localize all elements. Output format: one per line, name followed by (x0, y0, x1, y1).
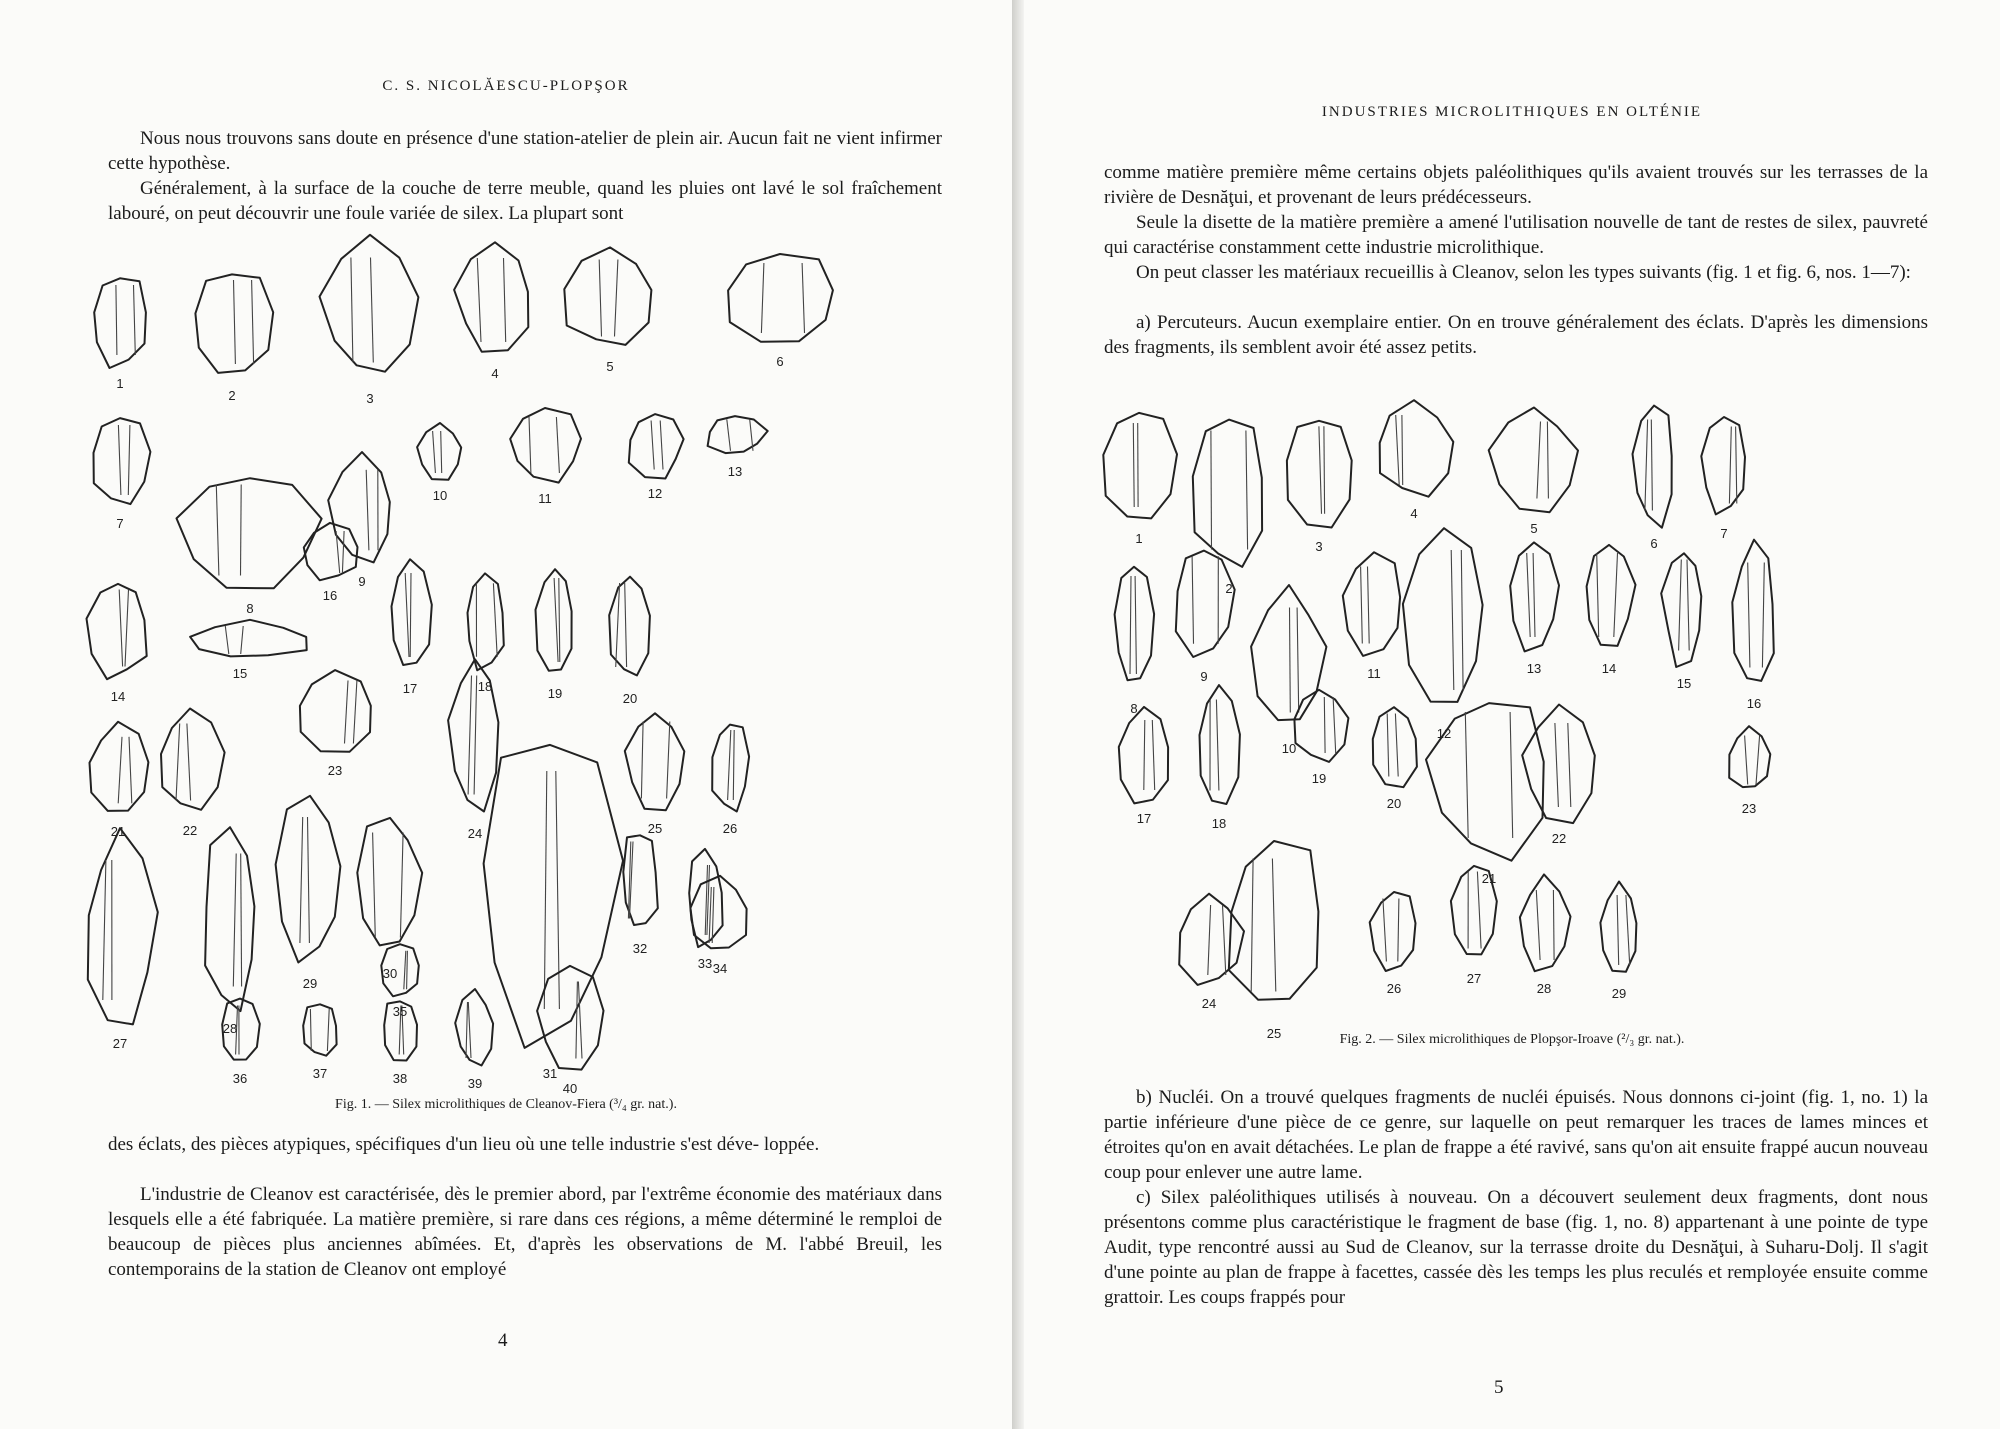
flint-drawing (205, 827, 254, 1011)
flint-ridge-line (576, 982, 578, 1059)
flint-drawing (177, 478, 322, 588)
flint-ridge-line (1361, 567, 1363, 644)
flint-ridge-line (1246, 431, 1248, 550)
flint-ridge-line (493, 583, 497, 657)
flint-ridge-line (1537, 422, 1541, 499)
paragraph-4 (1104, 310, 1928, 360)
flint-ridge-line (615, 260, 618, 337)
figure-number-label: 39 (467, 1076, 483, 1091)
running-head-left: C. S. NICOLĂESCU-PLOPŞOR (382, 78, 630, 94)
paragraph-1 (1104, 160, 1928, 210)
flint-ridge-line (1398, 899, 1399, 962)
flint-drawing (455, 989, 493, 1066)
figure-number-label: 8 (246, 601, 254, 616)
flint-ridge-line (366, 470, 369, 551)
figure-number-label: 21 (1481, 871, 1497, 886)
flint-ridge-line (1135, 576, 1136, 674)
flint-ridge-line (529, 417, 531, 473)
flint-drawing (1489, 408, 1578, 513)
figure-number-label: 29 (302, 976, 318, 991)
flint-drawing (190, 620, 307, 657)
flint-ridge-line (308, 817, 310, 943)
paragraph-5 (1104, 1085, 1928, 1185)
flint-drawing (629, 414, 684, 478)
figure-number-label: 15 (1676, 676, 1692, 691)
flint-ridge-line (625, 583, 627, 667)
flint-ridge-line (1568, 723, 1571, 807)
flint-drawing (1200, 685, 1240, 804)
figure-2-caption: Fig. 2. — Silex microlithiques de Plopşor-Iroave (²/₃ gr. nat.). (1339, 1032, 1685, 1047)
figure-number-label: 3 (366, 391, 374, 406)
figure-number-label: 19 (1311, 771, 1327, 786)
paragraph-2 (1104, 210, 1928, 260)
figure-number-label: 26 (722, 821, 738, 836)
flint-drawing (1520, 874, 1571, 971)
flint-ridge-line (733, 730, 734, 800)
figure-number-label: 27 (1466, 971, 1482, 986)
flint-ridge-line (1679, 560, 1682, 651)
flint-ridge-line (599, 260, 601, 337)
flint-ridge-line (1395, 714, 1398, 777)
flint-ridge-line (1211, 431, 1212, 550)
flint-ridge-line (1152, 720, 1154, 790)
figure-number-label: 25 (647, 821, 663, 836)
flint-ridge-line (187, 724, 191, 801)
figure-number-label: 23 (327, 763, 343, 778)
flint-ridge-line (128, 425, 130, 495)
figure-number-label: 10 (432, 488, 448, 503)
text-line: sans qu'on ait ensuite frappé aucun nouveau coup pour enlever une autre lame. (1104, 1137, 1928, 1183)
flint-drawing (94, 418, 151, 504)
flint-ridge-line (176, 724, 180, 801)
figure-number-label: 1 (1135, 531, 1143, 546)
flint-drawing (536, 569, 572, 671)
flint-ridge-line (405, 573, 409, 657)
figure-number-label: 6 (776, 354, 784, 369)
flint-ridge-line (252, 280, 254, 364)
text-line: terrasses de la rivière de Desnăţui, et provenant de leurs prédécesseurs. (1104, 162, 1929, 208)
figure-1-svg (100, 240, 960, 1080)
flint-ridge-line (103, 860, 106, 1000)
figure-number-label: 14 (1601, 661, 1617, 676)
figure-number-label: 17 (1136, 811, 1152, 826)
figure-number-label: 32 (632, 941, 648, 956)
flint-drawing (417, 423, 461, 480)
flint-ridge-line (802, 263, 804, 333)
text-line: Généralement, à la surface de la couche de terre meuble, quand les pluies ont lavé le (140, 178, 816, 199)
flint-ridge-line (1465, 712, 1468, 838)
figure-number-label: 33 (697, 956, 713, 971)
flint-ridge-line (1144, 720, 1145, 790)
figure-number-label: 27 (112, 1036, 128, 1051)
flint-ridge-line (410, 573, 411, 657)
figure-number-label: 28 (222, 1021, 238, 1036)
figure-number-label: 5 (606, 359, 614, 374)
text-line: comme matière première même certains objets paléolithiques qu'ils avaient trouvés sur les (1104, 162, 1811, 183)
flint-ridge-line (373, 833, 376, 938)
flint-drawing (468, 573, 504, 670)
figure-number-label: 18 (1211, 816, 1227, 831)
figure-number-label: 1 (116, 376, 124, 391)
figure-number-label: 20 (622, 691, 638, 706)
flint-ridge-line (1745, 736, 1748, 785)
flint-ridge-line (234, 280, 236, 364)
flint-drawing (94, 278, 146, 368)
figure-number-label: 37 (312, 1066, 328, 1081)
text-line: (fig. 1, no. 1) la partie inférieure d'une pièce de ce genre, sur laquelle on peut remarquer les (1104, 1087, 1929, 1133)
flint-ridge-line (241, 854, 242, 987)
flint-ridge-line (1387, 714, 1389, 777)
text-line: les temps les plus reculés et remployée ensuite comme grattoir. Les coups frappés pour (1104, 1262, 1928, 1308)
flint-ridge-line (310, 1009, 311, 1051)
flint-ridge-line (1383, 899, 1387, 962)
flint-drawing (1343, 552, 1400, 656)
flint-ridge-line (578, 982, 582, 1059)
flint-ridge-line (1297, 608, 1299, 713)
flint-ridge-line (554, 578, 558, 662)
flint-drawing (454, 242, 528, 351)
flint-drawing (1587, 545, 1636, 646)
figure-number-label: 31 (542, 1066, 558, 1081)
flint-ridge-line (712, 887, 714, 943)
figure-number-label: 30 (382, 966, 398, 981)
figure-number-label: 4 (491, 366, 499, 381)
text-line: du Desnăţui, à Suharu-Dolj. Il s'agit d'une pointe au plan de frappe à facettes, cassée dès (1104, 1237, 1929, 1283)
flint-ridge-line (1533, 553, 1535, 637)
flint-ridge-line (351, 258, 353, 363)
flint-ridge-line (556, 417, 559, 473)
flint-drawing (510, 408, 581, 483)
figure-number-label: 3 (1315, 538, 1323, 554)
figure-number-label: 8 (1130, 701, 1138, 716)
flint-ridge-line (300, 817, 303, 943)
figure-number-label: 24 (467, 826, 483, 841)
figure-number-label: 36 (232, 1071, 248, 1086)
figure-number-label: 9 (358, 573, 366, 589)
flint-drawing (392, 559, 432, 665)
flint-ridge-line (468, 1002, 471, 1058)
flint-ridge-line (441, 431, 442, 473)
flint-ridge-line (709, 887, 711, 943)
flint-drawing (300, 670, 371, 752)
flint-drawing (537, 966, 603, 1070)
paragraph-1 (108, 126, 942, 176)
flint-ridge-line (407, 951, 408, 990)
figure-number-label: 10 (1281, 741, 1297, 756)
flint-ridge-line (1756, 736, 1760, 785)
flint-ridge-line (477, 258, 481, 342)
running-head-right: INDUSTRIES MICROLITHIQUES EN OLTÉNIE (1321, 104, 1703, 120)
flint-ridge-line (118, 425, 121, 495)
figure-number-label: 18 (477, 678, 493, 694)
flint-drawing (1403, 528, 1483, 702)
flint-ridge-line (233, 854, 236, 987)
flint-drawing (1370, 892, 1416, 971)
flint-ridge-line (660, 421, 663, 470)
flint-drawing (1115, 567, 1155, 680)
flint-ridge-line (1597, 553, 1599, 637)
flint-ridge-line (1536, 890, 1540, 960)
figure-number-label: 5 (1530, 521, 1538, 536)
figure-number-label: 11 (538, 491, 552, 506)
text-line: des éclats, des pièces atypiques, spécifiques d'un lieu où une telle industrie s'est déve- (108, 1134, 760, 1155)
paragraph-3 (1104, 260, 1928, 285)
figure-number-label: 16 (1746, 696, 1762, 711)
figure-1-caption: Fig. 1. — Silex microlithiques de Cleanov-Fiera (³/₄ gr. nat.). (335, 1097, 677, 1112)
figure-number-label: 17 (402, 681, 418, 696)
flint-ridge-line (1553, 890, 1554, 960)
flint-ridge-line (1617, 895, 1619, 965)
flint-ridge-line (1527, 553, 1531, 637)
figure-number-label: 13 (1526, 661, 1542, 676)
figure-number-label: 11 (1367, 666, 1381, 681)
flint-ridge-line (1223, 905, 1226, 975)
flint-ridge-line (466, 1002, 468, 1058)
figure-number-label: 22 (182, 823, 198, 838)
flint-drawing (161, 709, 225, 810)
flint-ridge-line (1324, 426, 1325, 514)
flint-ridge-line (761, 263, 764, 333)
book-gutter (1012, 0, 1024, 1429)
figure-number-label: 40 (562, 1081, 578, 1096)
text-line: Nous nous trouvons sans doute en présence d'une station-atelier de plein air. Aucun (140, 128, 778, 149)
flint-ridge-line (1208, 905, 1211, 975)
flint-ridge-line (241, 485, 242, 576)
flint-drawing (1732, 540, 1774, 681)
figure-number-label: 29 (1611, 986, 1627, 1001)
figure-number-label: 14 (110, 689, 126, 704)
flint-ridge-line (1614, 553, 1618, 637)
flint-ridge-line (728, 730, 731, 800)
figure-number-label: 22 (1551, 831, 1567, 846)
text-line: L'industrie de Cleanov est caractérisée, dès le premier abord, par l'extrême économie (140, 1184, 791, 1205)
flint-ridge-line (1645, 420, 1648, 511)
flint-ridge-line (1729, 427, 1731, 504)
flint-drawing (564, 247, 651, 345)
paragraph-3 (108, 1132, 942, 1157)
flint-drawing (728, 254, 833, 342)
flint-drawing (1701, 417, 1745, 514)
flint-ridge-line (559, 578, 560, 662)
flint-ridge-line (345, 681, 349, 744)
flint-drawing (609, 577, 650, 676)
text-line: fig. 6, nos. 1—7): (1775, 262, 1911, 283)
flint-drawing (1103, 413, 1177, 519)
flint-drawing (88, 828, 158, 1024)
text-line: a même déterminé le remploi de beaucoup de pièces plus anciennes abîmées. Et, d'après les (108, 1209, 943, 1255)
flint-drawing (690, 876, 746, 949)
figure-number-label: 2 (228, 388, 236, 403)
flint-ridge-line (1748, 563, 1750, 668)
flint-drawing (303, 1004, 336, 1055)
flint-drawing (708, 416, 768, 453)
figure-number-label: 28 (1536, 981, 1552, 996)
flint-ridge-line (1762, 563, 1764, 668)
flint-ridge-line (353, 681, 357, 744)
text-line: des matériaux dans lesquels elle a été fabriquée. La matière première, si rare dans ces régions, (108, 1184, 942, 1230)
figure-number-label: 2 (1225, 581, 1233, 596)
page-number-right: 5 (1494, 1377, 1504, 1398)
flint-ridge-line (1324, 697, 1325, 753)
figure-number-label: 15 (232, 666, 248, 681)
figure-number-label: 21 (110, 823, 126, 839)
figure-1-drawings (100, 240, 960, 1096)
flint-ridge-line (1451, 550, 1454, 690)
figure-number-label: 20 (1386, 796, 1402, 811)
text-line: les dimensions des fragments, ils semblent avoir été assez petits. (1104, 312, 1929, 358)
flint-ridge-line (544, 771, 547, 1009)
flint-drawing (320, 235, 419, 372)
flint-drawing (1373, 707, 1417, 787)
flint-ridge-line (1687, 560, 1689, 651)
flint-ridge-line (1396, 415, 1400, 485)
text-line: Seule la disette de la matière première a amené l'utilisation nouvelle de tant de restes (1136, 212, 1789, 233)
flint-ridge-line (727, 419, 731, 451)
flint-drawing (1179, 894, 1244, 985)
flint-ridge-line (1333, 697, 1336, 753)
figure-number-label: 38 (392, 1071, 408, 1086)
paragraph-6 (1104, 1185, 1928, 1310)
flint-drawing (1380, 400, 1454, 497)
figure-number-label: 26 (1386, 981, 1402, 996)
text-line: a) Percuteurs. Aucun exemplaire entier. On en trouve généralement des éclats. D'après (1136, 312, 1808, 333)
flint-drawing (357, 818, 422, 946)
flint-ridge-line (667, 722, 670, 799)
figure-number-label: 12 (647, 486, 663, 501)
flint-ridge-line (216, 485, 219, 576)
figure-number-label: 7 (116, 516, 124, 531)
flint-ridge-line (641, 722, 643, 799)
flint-ridge-line (1319, 426, 1322, 514)
flint-ridge-line (1216, 700, 1219, 791)
flint-drawing (484, 745, 623, 1048)
paragraph-2 (108, 176, 942, 226)
flint-drawing (87, 584, 147, 679)
text-line: sol fraîchement labouré, on peut découvrir une foule variée de silex. La plupart sont (108, 178, 943, 224)
figure-number-label: 6 (1650, 536, 1658, 551)
flint-ridge-line (116, 285, 117, 355)
figure-2-svg (1094, 390, 1934, 1030)
flint-ridge-line (1192, 556, 1193, 644)
flint-ridge-line (129, 737, 132, 804)
figure-number-label: 35 (392, 1003, 408, 1019)
flint-ridge-line (1272, 859, 1275, 992)
figure-number-label: 7 (1720, 526, 1728, 541)
flint-ridge-line (1626, 895, 1630, 965)
flint-ridge-line (118, 737, 122, 804)
flint-ridge-line (651, 421, 654, 470)
flint-ridge-line (1510, 712, 1513, 838)
right-page (1024, 0, 2000, 1429)
figure-number-label: 9 (1200, 668, 1208, 684)
text-line: à une pointe de type Audit, type rencontré aussi au Sud de Cleanov, sur la terrasse droite (1104, 1212, 1929, 1258)
text-line: fait ne vient infirmer cette hypothèse. (108, 128, 942, 174)
figure-number-label: 25 (1266, 1026, 1282, 1041)
flint-ridge-line (1290, 608, 1291, 713)
page-number-left: 4 (498, 1330, 508, 1351)
text-line: de silex, pauvreté qui caractérise constamment cette industrie microlithique. (1104, 212, 1928, 258)
flint-ridge-line (400, 833, 403, 938)
flint-ridge-line (125, 590, 129, 667)
flint-ridge-line (342, 531, 344, 573)
flint-ridge-line (1368, 567, 1370, 644)
flint-ridge-line (433, 431, 436, 473)
figure-number-label: 24 (1201, 996, 1217, 1011)
flint-ridge-line (241, 626, 244, 654)
text-line: dont nous présentons comme plus caractéristique le fragment de base (fig. 1, no. 8) appartenant (1104, 1187, 1928, 1233)
flint-ridge-line (119, 590, 122, 667)
figure-number-label: 4 (1410, 506, 1418, 521)
flint-ridge-line (371, 258, 374, 363)
flint-drawing (1729, 726, 1770, 787)
flint-ridge-line (1547, 422, 1548, 499)
flint-drawing (625, 713, 685, 810)
flint-drawing (1193, 420, 1262, 567)
flint-ridge-line (1651, 420, 1652, 511)
figure-number-label: 19 (547, 686, 563, 701)
figure-number-label: 13 (727, 463, 743, 479)
flint-ridge-line (1555, 723, 1559, 807)
text-line: observations de M. l'abbé Breuil, les contemporains de la station de Cleanov ont employé (108, 1234, 943, 1280)
flint-ridge-line (225, 626, 229, 654)
flint-ridge-line (134, 285, 136, 355)
text-line: loppée. (763, 1134, 820, 1155)
text-line: b) Nucléi. On a trouvé quelques fragments de nucléi épuisés. Nous donnons ci-joint (1136, 1087, 1796, 1108)
flint-ridge-line (1461, 550, 1463, 690)
flint-ridge-line (1133, 423, 1134, 507)
paragraph-4 (108, 1182, 942, 1282)
flint-ridge-line (1402, 415, 1403, 485)
figure-number-label: 23 (1741, 801, 1757, 816)
flint-ridge-line (1736, 427, 1737, 504)
figure-number-label: 12 (1436, 726, 1452, 741)
flint-drawing (1176, 551, 1235, 657)
flint-drawing (1251, 585, 1326, 720)
figure-number-label: 16 (322, 588, 338, 603)
flint-ridge-line (327, 1009, 329, 1051)
figure-number-label: 34 (712, 961, 728, 976)
text-line: c) Silex paléolithiques utilisés à nouveau. On a découvert seulement deux fragments, (1136, 1187, 1839, 1208)
text-line: On peut classer les matériaux recueillis à Cleanov, selon les types suivants (fig. 1 et (1136, 262, 1772, 283)
flint-ridge-line (504, 258, 506, 342)
text-line: traces de lames minces et étroites qu'on en avait détachées. Le plan de frappe a été ravivé, (1104, 1112, 1928, 1158)
flint-ridge-line (1130, 576, 1131, 674)
flint-ridge-line (1251, 859, 1253, 992)
